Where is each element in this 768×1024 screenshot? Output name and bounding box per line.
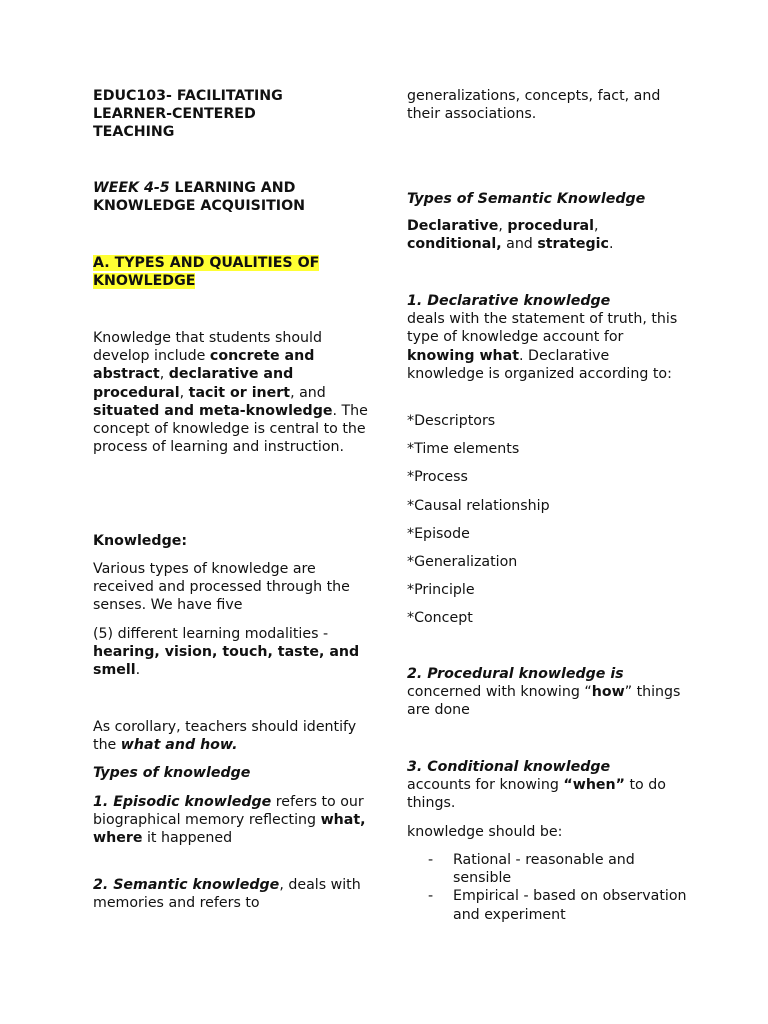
semantic-paragraph [93, 876, 373, 912]
text-run: , [159, 366, 169, 383]
text-run: , [179, 384, 189, 401]
bold-run: hearing, vision, touch, taste, and smell [93, 644, 360, 679]
week-title-line: LEARNING AND [169, 180, 296, 196]
modalities-paragraph [93, 625, 373, 680]
senses-paragraph: Various types of knowledge are received and processed through the senses. We have five [93, 561, 350, 614]
bold-italic-run: 1. Episodic knowledge [93, 794, 272, 810]
text-run: deals with the statement of truth, this type of knowledge account for [407, 311, 678, 346]
text-run: , deals with memories and refers to [93, 877, 361, 912]
course-title-line: TEACHING [93, 124, 175, 141]
list-item: *Time elements [407, 441, 520, 458]
section-heading [93, 254, 373, 290]
week-title [93, 179, 373, 215]
continuation-paragraph: generalizations, concepts, fact, and their associations. [407, 88, 661, 123]
bold-run: tacit or inert [188, 384, 291, 401]
text-run: it happened [142, 830, 233, 847]
text-run: , [594, 218, 599, 234]
knowledge-heading: Knowledge: [93, 533, 188, 549]
text-run: . [135, 662, 141, 679]
highlighted-heading-line: KNOWLEDGE [93, 273, 196, 290]
list-item: *Causal relationship [407, 497, 550, 514]
bold-run: how [591, 684, 625, 701]
text-run: refers to our biographical memory reflecting [93, 794, 364, 829]
bold-run: “when” [563, 777, 625, 794]
qualities-list [407, 851, 687, 924]
list-item: *Concept [407, 610, 473, 627]
semantic-types-paragraph [407, 217, 687, 253]
text-run: and [501, 236, 538, 253]
text-run: . Declarative knowledge is organized according to: [407, 347, 672, 382]
text-run: . The concept of knowledge is central to the process of learning and instruction. [93, 402, 368, 456]
list-item-text: Rational - reasonable and sensible [453, 852, 635, 887]
highlighted-heading-line: A. TYPES AND QUALITIES OF [93, 255, 320, 271]
text-run: As corollary, teachers should identify the [93, 719, 357, 754]
bold-run: knowing what [407, 347, 520, 364]
declarative-paragraph [407, 292, 687, 383]
bold-run: procedural [507, 218, 594, 234]
course-title-line: EDUC103- FACILITATING [93, 88, 283, 104]
course-title [93, 87, 373, 142]
procedural-paragraph [407, 665, 687, 720]
bold-run: what, where [93, 812, 366, 847]
episodic-paragraph [93, 793, 373, 848]
list-item: *Generalization [407, 553, 518, 570]
week-title-line: KNOWLEDGE ACQUISITION [93, 198, 306, 215]
semantic-types-heading: Types of Semantic Knowledge [407, 191, 646, 207]
bold-italic-run: 2. Procedural knowledge is [407, 666, 624, 682]
bold-italic-run: 2. Semantic knowledge [93, 877, 280, 893]
text-run: . [608, 236, 614, 253]
text-run: , [498, 218, 508, 234]
list-item [407, 887, 687, 923]
text-run: to do things. [407, 777, 666, 812]
text-run: (5) different learning modalities - [93, 626, 329, 642]
bold-italic-run: 3. Conditional knowledge [407, 759, 611, 775]
list-item: *Episode [407, 525, 470, 542]
text-run: Knowledge that students should develop include [93, 330, 322, 365]
bold-run: conditional, [407, 236, 502, 253]
dash-bullet: - [428, 852, 434, 868]
types-heading: Types of knowledge [93, 765, 251, 781]
week-label: WEEK 4-5 [93, 180, 170, 196]
course-title-line: LEARNER-CENTERED [93, 106, 256, 123]
list-item [407, 851, 687, 887]
list-item: *Process [407, 469, 468, 486]
bold-run: strategic [537, 236, 609, 253]
bold-run: situated and meta-knowledge [93, 402, 333, 419]
conditional-paragraph [407, 758, 687, 813]
bold-run: Declarative [407, 218, 499, 234]
bold-run: declarative and procedural [93, 366, 294, 401]
text-run: ” things are done [407, 684, 681, 719]
list-item: *Descriptors [407, 413, 496, 429]
text-run: , and [290, 384, 326, 401]
text-run: accounts for knowing [407, 777, 564, 794]
list-item-text: Empirical - based on observation and experiment [453, 888, 687, 923]
bold-italic-run: 1. Declarative knowledge [407, 293, 611, 309]
intro-paragraph [93, 329, 373, 456]
list-item: *Principle [407, 582, 475, 599]
declarative-items-list [407, 412, 687, 638]
should-be-line: knowledge should be: [407, 824, 563, 840]
bold-italic-run: what and how. [120, 737, 238, 754]
dash-bullet: - [428, 888, 434, 905]
bold-run: concrete and abstract [93, 348, 315, 383]
corollary-paragraph [93, 718, 373, 754]
text-run: concerned with knowing “ [407, 684, 592, 701]
